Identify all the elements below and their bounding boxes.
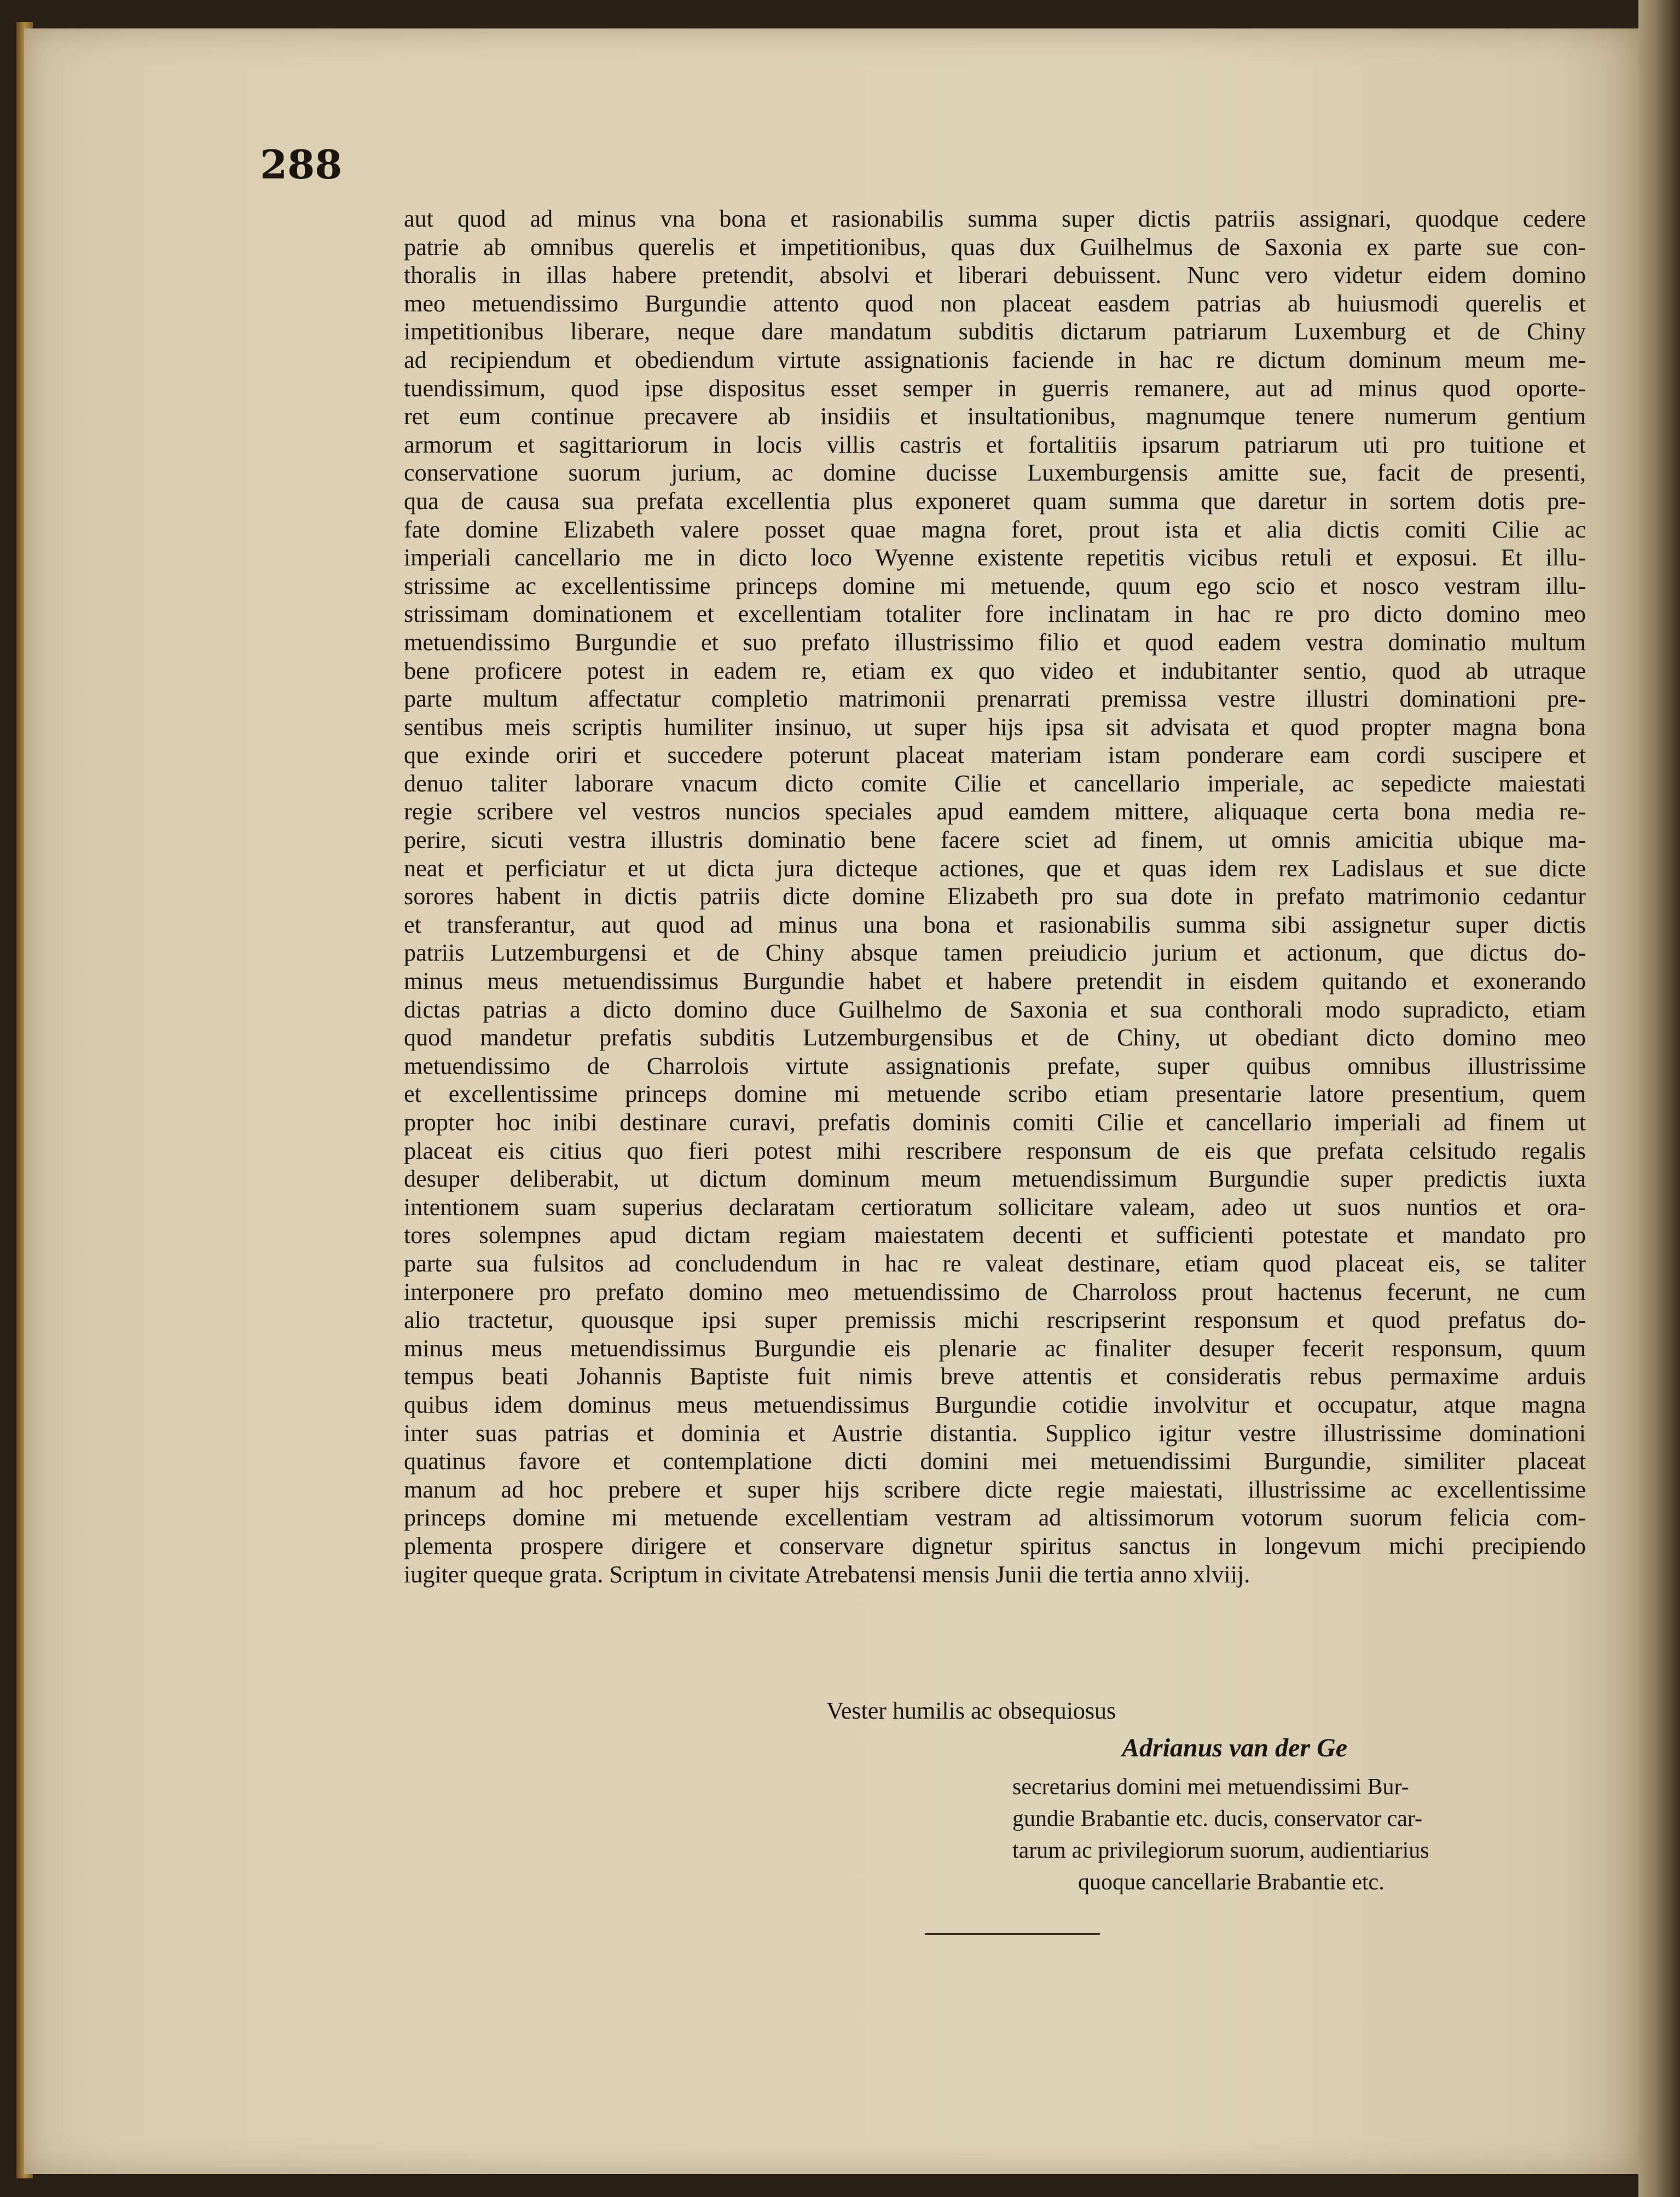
signer-title-line: gundie Brabantie etc. ducis, conservator car- <box>1012 1806 1423 1831</box>
body-line: quibus idem dominus meus metuendissimus Burgundie cotidie involvitur et occupatur, atque magna <box>404 1391 1586 1418</box>
body-line: thoralis in illas habere pretendit, absolvi et liberari debuissent. Nunc vero videtur eidem domino <box>404 262 1586 289</box>
body-line: interponere pro prefato domino meo metuendissimo de Charroloss prout hactenus fecerunt, ne cum <box>404 1278 1586 1305</box>
body-line: plementa prospere dirigere et conservare dignetur spiritus sanctus in longevum michi precipiendo <box>404 1532 1586 1559</box>
body-line: princeps domine mi metuende excellentiam vestram ad altissimorum votorum suorum felicia com- <box>404 1504 1586 1531</box>
body-line: alio tractetur, quousque ipsi super premissis michi rescripserint responsum et quod prefatus do- <box>404 1306 1586 1334</box>
body-line: strissimam dominationem et excellentiam totaliter fore inclinatam in hac re pro dicto domino meo <box>404 600 1586 628</box>
body-line: sentibus meis scriptis humiliter insinuo, ut super hijs ipsa sit advisata et quod propter magna bona <box>404 713 1586 741</box>
signer-title <box>1012 1771 1560 1898</box>
signer-title-line: secretarius domini mei metuendissimi Bur- <box>1012 1774 1409 1800</box>
body-line: bene proficere potest in eadem re, etiam ex quo video et indubitanter sentio, quod ab utraque <box>404 657 1586 684</box>
page-number: 288 <box>260 141 343 188</box>
signer-name: Adrianus van der Ge <box>1122 1733 1348 1762</box>
body-line: desuper deliberabit, ut dictum dominum meum metuendissimum Burgundie super predictis iuxta <box>404 1165 1586 1193</box>
body-line: intentionem suam superius declaratam certioratum sollicitare valeam, adeo ut suos nuntios et ora- <box>404 1193 1586 1221</box>
body-line: quod mandetur prefatis subditis Lutzemburgensibus et de Chiny, ut obediant dicto domino meo <box>404 1024 1586 1051</box>
body-line: tuendissimum, quod ipse dispositus esset semper in guerris remanere, aut ad minus quod oporte- <box>404 374 1586 402</box>
body-line: sorores habent in dictis patriis dicte domine Elizabeth pro sua dote in prefato matrimonio cedantur <box>404 883 1586 910</box>
page-fore-edge <box>1638 0 1680 2197</box>
body-line: minus meus metuendissimus Burgundie eis plenarie ac finaliter desuper fecerit responsum, quum <box>404 1334 1586 1362</box>
body-line: ret eum continue precavere ab insidiis et insultationibus, magnumque tenere numerum gentium <box>404 403 1586 430</box>
body-line: iugiter queque grata. Scriptum in civitate Atrebatensi mensis Junii die tertia anno xlviij. <box>404 1560 1250 1588</box>
letter-body <box>404 205 1586 1588</box>
body-line: impetitionibus liberare, neque dare mandatum subditis dictarum patriarum Luxemburg et de Chiny <box>404 318 1586 345</box>
body-line: denuo taliter laborare vnacum dicto comite Cilie et cancellario imperiale, ac sepedicte maiestati <box>404 770 1586 797</box>
body-line: quatinus favore et contemplatione dicti domini mei metuendissimi Burgundie, similiter placeat <box>404 1448 1586 1475</box>
body-line: propter hoc inibi destinare curavi, prefatis dominis comiti Cilie et cancellario imperiali ad finem ut <box>404 1109 1586 1136</box>
body-line: parte multum affectatur completio matrimonii prenarrati premissa vestre illustri dominationi pre- <box>404 685 1586 713</box>
body-line: parte sua fulsitos ad concludendum in hac re valeat destinare, etiam quod placeat eis, se taliter <box>404 1250 1586 1277</box>
body-line: strissime ac excellentissime princeps domine mi metuende, quum ego scio et nosco vestram illu- <box>404 572 1586 599</box>
body-line: dictas patrias a dicto domino duce Guilhelmo de Saxonia et sua conthorali modo supradicto, etiam <box>404 996 1586 1023</box>
body-line: fate domine Elizabeth valere posset quae magna foret, prout ista et alia dictis comiti Cilie ac <box>404 516 1586 543</box>
body-line: et transferantur, aut quod ad minus una bona et rasionabilis summa sibi assignetur super dictis <box>404 911 1586 938</box>
end-divider-rule <box>925 1933 1100 1935</box>
body-line: neat et perficiatur et ut dicta jura dicteque actiones, que et quas idem rex Ladislaus et sue dicte <box>404 854 1586 882</box>
body-line: placeat eis citius quo fieri potest mihi rescribere responsum de eis que prefata celsitudo regalis <box>404 1137 1586 1164</box>
body-line: conservatione suorum jurium, ac domine ducisse Luxemburgensis amitte sue, facit de presenti, <box>404 459 1586 487</box>
body-line: meo metuendissimo Burgundie attento quod non placeat easdem patrias ab huiusmodi querelis et <box>404 290 1586 317</box>
body-line: aut quod ad minus vna bona et rasionabilis summa super dictis patriis assignari, quodque cedere <box>404 205 1586 232</box>
body-line: inter suas patrias et dominia et Austrie distantia. Supplico igitur vestre illustrissime dominationi <box>404 1419 1586 1447</box>
body-line: ad recipiendum et obediendum virtute assignationis faciende in hac re dictum dominum meum me- <box>404 346 1586 373</box>
body-line: patriis Lutzemburgensi et de Chiny absque tamen preiudicio jurium et actionum, que dictus do- <box>404 939 1586 967</box>
body-line: que exinde oriri et succedere poterunt placeat materiam istam ponderare eam cordi suscipere et <box>404 742 1586 769</box>
body-line: manum ad hoc prebere et super hijs scribere dicte regie maiestati, illustrissime ac excellentissime <box>404 1476 1586 1503</box>
closing-salutation: Vester humilis ac obsequiosus <box>826 1697 1116 1724</box>
body-line: perire, sicuti vestra illustris dominatio bene facere sciet ad finem, ut omnis amicitia ubique ma- <box>404 826 1586 854</box>
body-line: regie scribere vel vestros nuncios speciales apud eamdem mittere, aliquaque certa bona media re- <box>404 798 1586 825</box>
signer-title-line: tarum ac privilegiorum suorum, audientiarius <box>1012 1838 1429 1863</box>
body-line: qua de causa sua prefata excellentia plus exponeret quam summa que daretur in sortem dotis pre- <box>404 487 1586 514</box>
signer-title-line: quoque cancellarie Brabantie etc. <box>1078 1870 1384 1895</box>
body-line: metuendissimo Burgundie et suo prefato illustrissimo filio et quod eadem vestra dominatio multum <box>404 628 1586 656</box>
body-line: patrie ab omnibus querelis et impetitionibus, quas dux Guilhelmus de Saxonia ex parte sue con- <box>404 233 1586 261</box>
body-line: tores solempnes apud dictam regiam maiestatem decenti et sufficienti potestate et mandato pro <box>404 1222 1586 1249</box>
body-line: armorum et sagittariorum in locis villis castris et fortalitiis ipsarum patriarum uti pro tuitione et <box>404 431 1586 458</box>
body-line: imperiali cancellario me in dicto loco Wyenne existente repetitis vicibus retuli et exposui. Et illu- <box>404 544 1586 571</box>
body-line: tempus beati Johannis Baptiste fuit nimis breve attentis et consideratis rebus permaxime arduis <box>404 1363 1586 1390</box>
body-line: metuendissimo de Charrolois virtute assignationis prefate, super quibus omnibus illustrissime <box>404 1052 1586 1079</box>
body-line: minus meus metuendissimus Burgundie habet et habere pretendit in eisdem quitando et exonerando <box>404 968 1586 995</box>
body-line: et excellentissime princeps domine mi metuende scribo etiam presentarie latore presentium, quem <box>404 1080 1586 1108</box>
